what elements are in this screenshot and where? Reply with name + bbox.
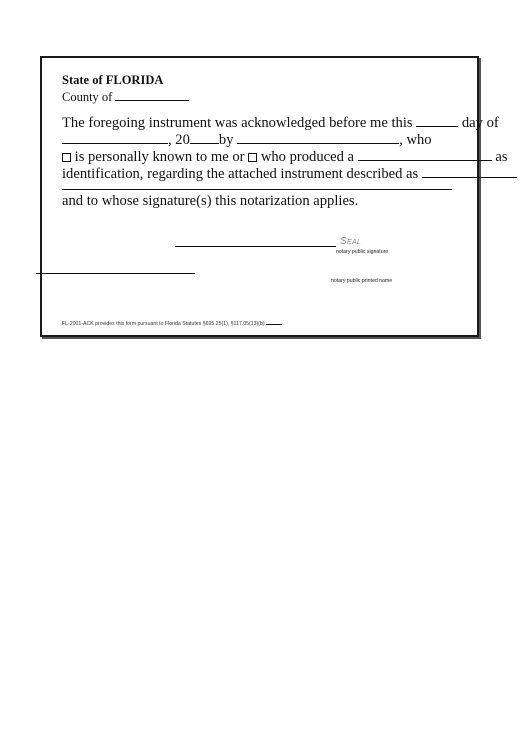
- county-label: County of: [62, 90, 113, 104]
- day-field[interactable]: [416, 114, 458, 127]
- day-of-text: day of: [461, 115, 499, 131]
- footer-text: FL-2001-ACK provides this form pursuant to Florida Statutes §695.25(1), §117.05(13)(b): [62, 321, 265, 327]
- who-text: , who: [399, 132, 432, 148]
- identification-text: identification, regarding the attached instrument described as: [62, 166, 419, 182]
- seal-label: Seal: [340, 236, 362, 247]
- produced-id-checkbox[interactable]: [248, 153, 257, 162]
- notary-printed-name-label: notary public printed name: [331, 278, 393, 284]
- by-text: by: [218, 132, 234, 148]
- footer-blank: [266, 320, 282, 325]
- notary-printed-name-line[interactable]: [36, 273, 195, 274]
- instrument-description-field[interactable]: [422, 165, 517, 178]
- county-field[interactable]: [115, 88, 189, 101]
- instrument-description-continued-line[interactable]: [62, 189, 452, 190]
- personally-known-checkbox[interactable]: [62, 153, 71, 162]
- produced-text: who produced a: [260, 149, 355, 165]
- signer-name-field[interactable]: [237, 131, 399, 144]
- year-prefix-text: , 20: [168, 132, 190, 148]
- notarization-applies-text: and to whose signature(s) this notarization applies.: [62, 193, 359, 209]
- month-field[interactable]: [62, 131, 168, 144]
- notary-signature-line[interactable]: [175, 246, 336, 247]
- year-field[interactable]: [190, 131, 219, 144]
- personally-known-text: is personally known to me or: [74, 149, 245, 165]
- acknowledgment-line-1: [62, 114, 499, 132]
- acknowledgment-line-2: [62, 131, 432, 149]
- notary-signature-label: notary public signature: [336, 249, 389, 255]
- state-heading: State of FLORIDA: [62, 73, 164, 87]
- as-text: as: [495, 149, 508, 165]
- acknowledgment-line-4: [62, 165, 517, 183]
- county-row: [62, 88, 189, 105]
- acknowledgment-line-3: [62, 148, 508, 166]
- form-footer: [62, 320, 282, 327]
- identification-type-field[interactable]: [358, 148, 492, 161]
- acknowledgment-text: The foregoing instrument was acknowledged before me this: [62, 115, 413, 131]
